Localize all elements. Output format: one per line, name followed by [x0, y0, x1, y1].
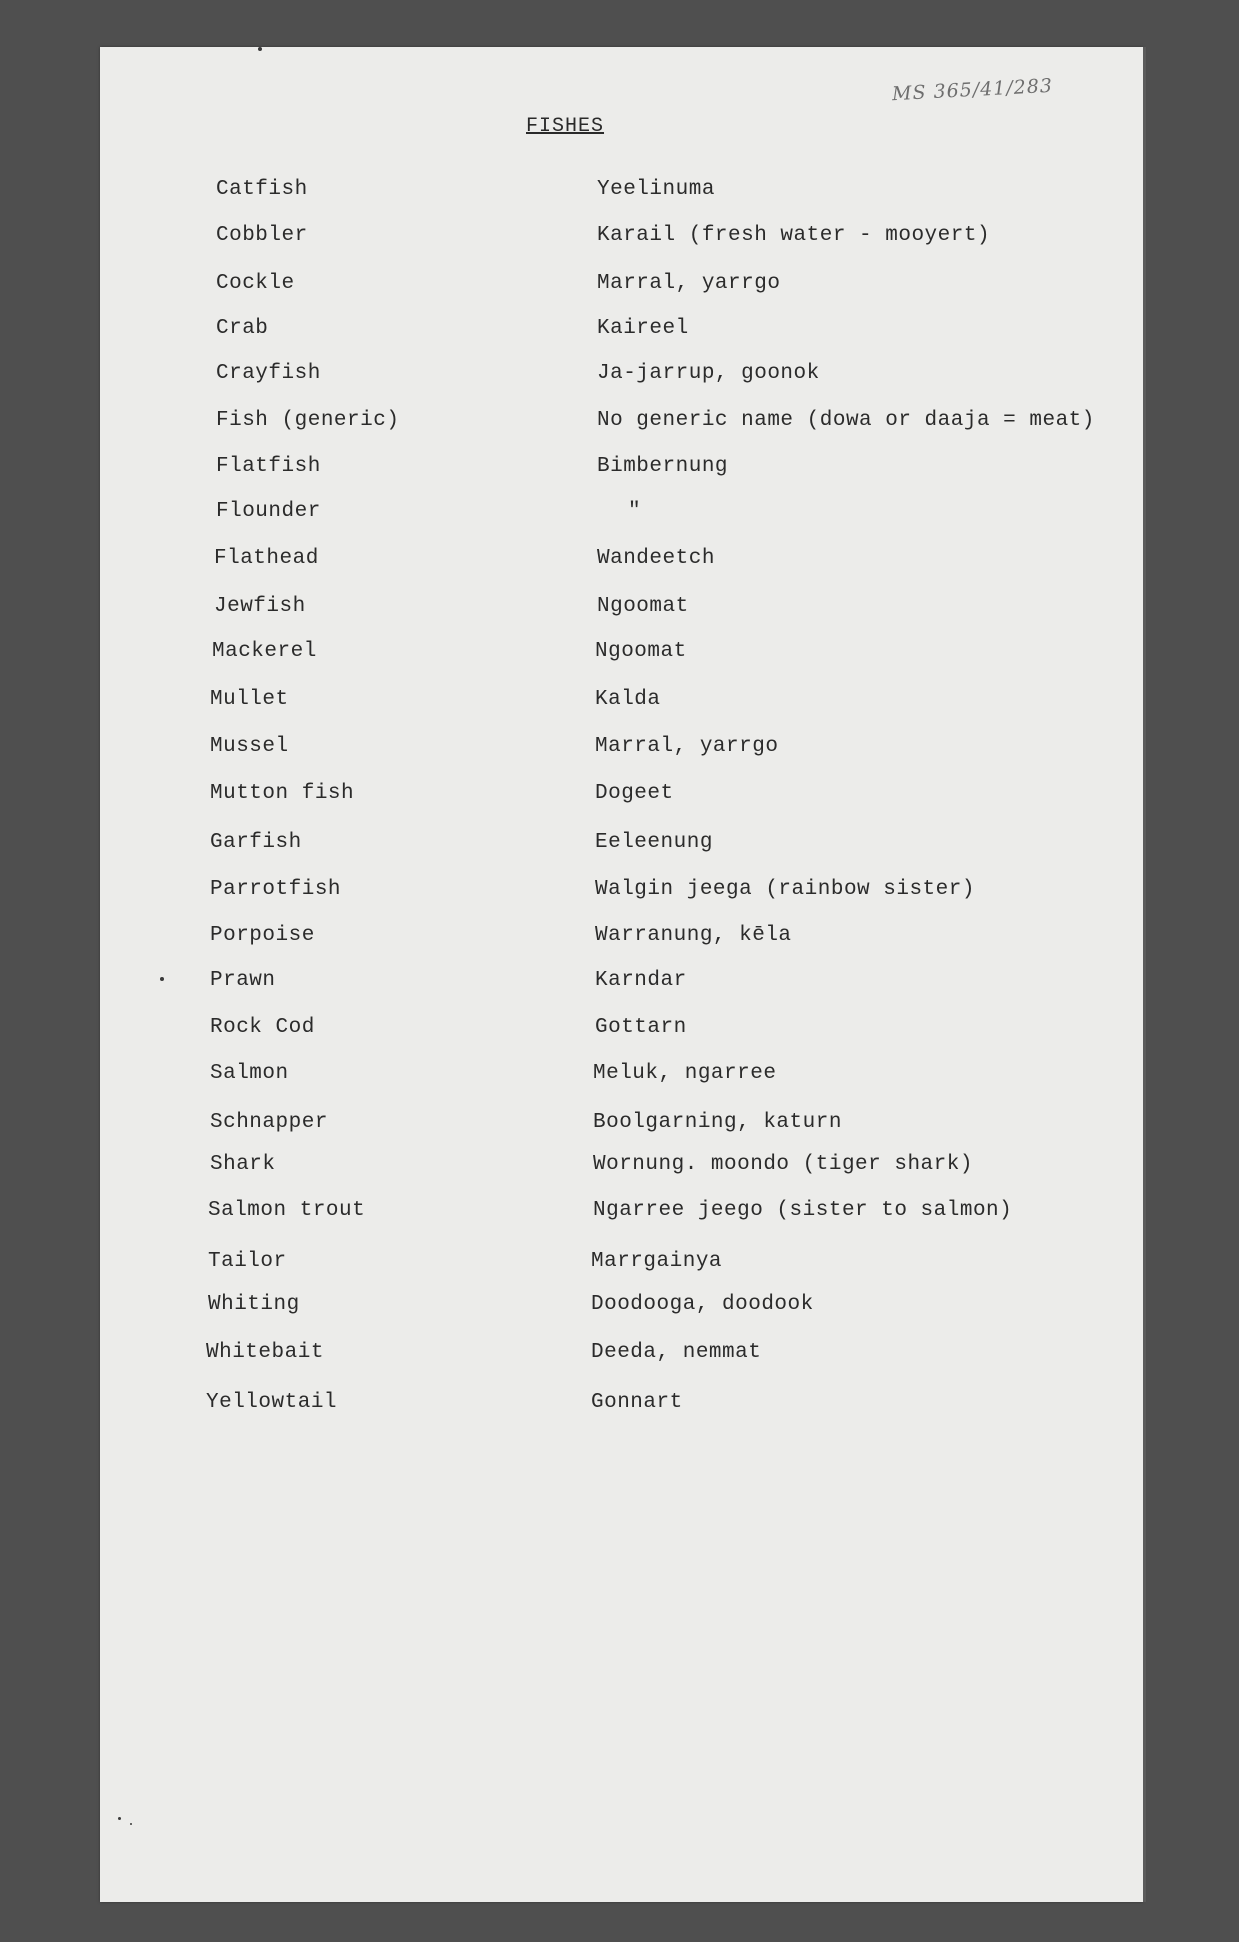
- entry-row: [100, 224, 1143, 254]
- entry-row: [100, 1016, 1143, 1046]
- entry-row: [100, 595, 1143, 625]
- english-term: Crayfish: [216, 362, 321, 385]
- english-term: Prawn: [210, 969, 276, 992]
- native-term: Boolgarning, katurn: [593, 1111, 842, 1134]
- native-term: Yeelinuma: [597, 178, 715, 201]
- english-term: Parrotfish: [210, 878, 342, 901]
- english-term: Flounder: [216, 500, 321, 523]
- english-term: Cobbler: [216, 224, 308, 247]
- entry-row: [100, 1341, 1143, 1371]
- entry-row: [100, 178, 1143, 208]
- native-term: Eeleenung: [595, 831, 713, 854]
- native-term: Ja-jarrup, goonok: [597, 362, 820, 385]
- native-term: Meluk, ngarree: [593, 1062, 777, 1085]
- binding-edge: [1143, 47, 1146, 1902]
- entry-row: [100, 735, 1143, 765]
- english-term: Rock Cod: [210, 1016, 315, 1039]
- english-term: Flathead: [214, 547, 319, 570]
- english-term: Porpoise: [210, 924, 315, 947]
- english-term: Whiting: [208, 1293, 300, 1316]
- english-term: Garfish: [210, 831, 302, 854]
- native-term: Wornung. moondo (tiger shark): [593, 1153, 973, 1176]
- native-term: Marral, yarrgo: [595, 735, 779, 758]
- english-term: Whitebait: [206, 1341, 324, 1364]
- entry-row: [100, 924, 1143, 954]
- native-term: Walgin jeega (rainbow sister): [595, 878, 975, 901]
- paper-speck: [130, 1823, 132, 1825]
- english-term: Jewfish: [214, 595, 306, 618]
- page-title: FISHES: [526, 115, 605, 138]
- entry-row: [100, 878, 1143, 908]
- english-term: Tailor: [208, 1250, 287, 1273]
- english-term: Mullet: [210, 688, 289, 711]
- entry-row: [100, 317, 1143, 347]
- english-term: Yellowtail: [206, 1391, 338, 1414]
- native-term: Ngoomat: [597, 595, 689, 618]
- entry-row: [100, 1250, 1143, 1280]
- native-term: Gottarn: [595, 1016, 687, 1039]
- entry-row: [100, 969, 1143, 999]
- english-term: Fish (generic): [216, 409, 400, 432]
- entry-row: [100, 272, 1143, 302]
- english-term: Schnapper: [210, 1111, 328, 1134]
- english-term: Mutton fish: [210, 782, 355, 805]
- english-term: Flatfish: [216, 455, 321, 478]
- native-term: Ngoomat: [595, 640, 687, 663]
- english-term: Mussel: [210, 735, 289, 758]
- native-term: Kaireel: [597, 317, 689, 340]
- english-term: Catfish: [216, 178, 308, 201]
- native-term: No generic name (dowa or daaja = meat): [597, 409, 1095, 432]
- entry-row: [100, 362, 1143, 392]
- archive-reference: MS 365/41/283: [891, 74, 1054, 106]
- native-term: ": [628, 500, 642, 523]
- native-term: Doodooga, doodook: [591, 1293, 814, 1316]
- english-term: Mackerel: [212, 640, 317, 663]
- entry-row: [100, 1111, 1143, 1141]
- paper-speck: [118, 1817, 121, 1820]
- paper-speck: [258, 47, 262, 51]
- entry-row: [100, 1062, 1143, 1092]
- english-term: Salmon: [210, 1062, 289, 1085]
- entry-row: [100, 500, 1143, 530]
- native-term: Dogeet: [595, 782, 674, 805]
- native-term: Warranung, kēla: [595, 924, 792, 947]
- entry-row: [100, 688, 1143, 718]
- native-term: Wandeetch: [597, 547, 715, 570]
- native-term: Ngarree jeego (sister to salmon): [593, 1199, 1013, 1222]
- native-term: Karail (fresh water - mooyert): [597, 224, 991, 247]
- document-page: [100, 47, 1143, 1902]
- entry-row: [100, 409, 1143, 439]
- native-term: Deeda, nemmat: [591, 1341, 762, 1364]
- entry-row: [100, 831, 1143, 861]
- native-term: Gonnart: [591, 1391, 683, 1414]
- entry-row: [100, 1293, 1143, 1323]
- entry-row: [100, 1391, 1143, 1421]
- native-term: Marrgainya: [591, 1250, 723, 1273]
- native-term: Karndar: [595, 969, 687, 992]
- native-term: Bimbernung: [597, 455, 729, 478]
- entry-row: [100, 547, 1143, 577]
- entry-row: [100, 640, 1143, 670]
- native-term: Marral, yarrgo: [597, 272, 781, 295]
- english-term: Salmon trout: [208, 1199, 366, 1222]
- entry-row: [100, 1153, 1143, 1183]
- entry-row: [100, 1199, 1143, 1229]
- entry-row: [100, 782, 1143, 812]
- english-term: Cockle: [216, 272, 295, 295]
- english-term: Shark: [210, 1153, 276, 1176]
- entry-row: [100, 455, 1143, 485]
- paper-speck: [160, 977, 164, 981]
- english-term: Crab: [216, 317, 269, 340]
- native-term: Kalda: [595, 688, 661, 711]
